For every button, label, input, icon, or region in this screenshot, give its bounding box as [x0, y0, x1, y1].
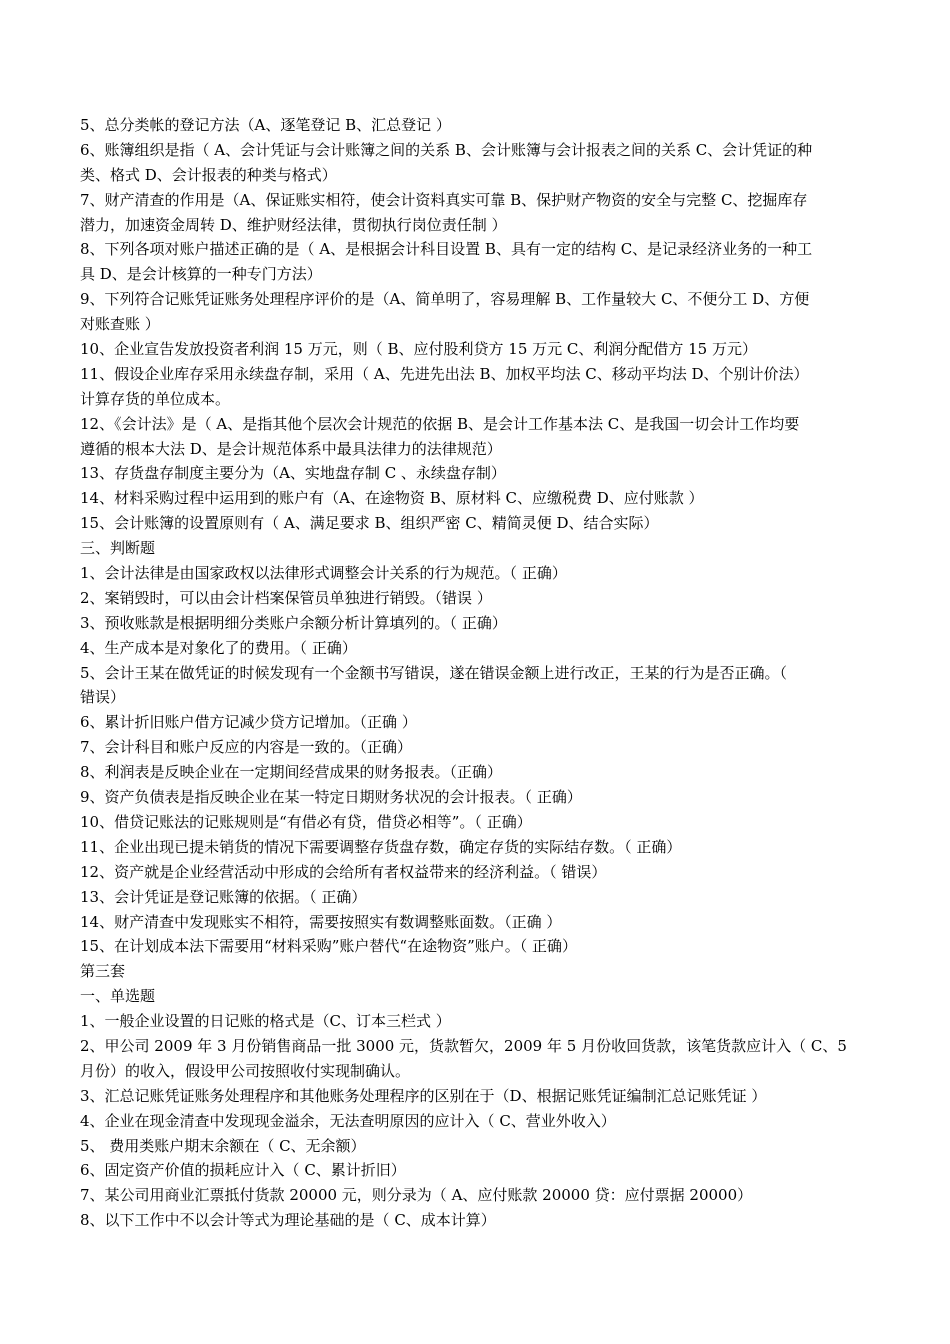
- text-line: 3、预收账款是根据明细分类账户余额分析计算填列的。（ 正确）: [80, 613, 507, 632]
- text-line: 10、企业宣告发放投资者利润 15 万元，则（ B、应付股利贷方 15 万元 C、利润分配借方 15 万元）: [80, 340, 757, 359]
- text-line: 2、甲公司 2009 年 3 月份销售商品一批 3000 元，货款暂欠，2009 年 5 月份收回货款，该笔货款应计入（ C、5: [80, 1036, 847, 1055]
- text-line: 14、财产清查中发现账实不相符，需要按照实有数调整账面数。（正确 ）: [80, 912, 562, 931]
- text-line: 月份）的收入，假设甲公司按照收付实现制确认。: [80, 1061, 411, 1080]
- text-line: 9、下列符合记账凭证账务处理程序评价的是（A、简单明了，容易理解 B、工作量较大 C、不便分工 D、方便: [80, 290, 810, 309]
- text-line: 错误）: [80, 688, 126, 707]
- text-line: 6、固定资产价值的损耗应计入（ C、累计折旧）: [80, 1161, 406, 1180]
- text-line: 12、《会计法》是（ A、是指其他个层次会计规范的依据 B、是会计工作基本法 C、是我国一切会计工作均要: [80, 414, 800, 433]
- section-heading: 三、判断题: [80, 539, 156, 558]
- text-line: 8、利润表是反映企业在一定期间经营成果的财务报表。（正确）: [80, 763, 503, 782]
- section-heading: 一、单选题: [80, 987, 156, 1006]
- text-line: 1、一般企业设置的日记账的格式是（C、订本三栏式 ）: [80, 1012, 451, 1031]
- text-line: 5、会计王某在做凭证的时候发现有一个金额书写错误，遂在错误金额上进行改正，王某的行为是否正确。（: [80, 663, 788, 682]
- document-page: [80, 113, 888, 1233]
- text-line: 具 D、是会计核算的一种专门方法）: [80, 265, 322, 284]
- text-line: 7、会计科目和账户反应的内容是一致的。（正确）: [80, 738, 413, 757]
- text-line: 7、财产清查的作用是（A、保证账实相符，使会计资料真实可靠 B、保护财产物资的安全与完整 C、挖掘库存: [80, 190, 808, 209]
- text-line: 计算存货的单位成本。: [80, 389, 231, 408]
- text-line: 5、总分类帐的登记方法（A、逐笔登记 B、汇总登记 ）: [80, 116, 451, 134]
- text-line: 1、会计法律是由国家政权以法律形式调整会计关系的行为规范。（ 正确）: [80, 564, 567, 583]
- text-line: 13、存货盘存制度主要分为（A、实地盘存制 C 、永续盘存制）: [80, 464, 506, 483]
- text-line: 类、格式 D、会计报表的种类与格式）: [80, 165, 337, 184]
- text-line: 10、借贷记账法的记账规则是“有借必有贷，借贷必相等”。（ 正确）: [80, 812, 532, 831]
- text-line: 对账查账 ）: [80, 315, 160, 334]
- text-line: 4、生产成本是对象化了的费用。（ 正确）: [80, 638, 357, 657]
- text-line: 9、资产负债表是指反映企业在某一特定日期财务状况的会计报表。（ 正确）: [80, 788, 582, 807]
- text-line: 2、案销毁时，可以由会计档案保管员单独进行销毁。（错误 ）: [80, 588, 492, 607]
- text-line: 潜力，加速资金周转 D、维护财经法律，贯彻执行岗位责任制 ）: [80, 215, 507, 234]
- text-line: 8、以下工作中不以会计等式为理论基础的是（ C、成本计算）: [80, 1211, 496, 1230]
- text-line: 3、汇总记账凭证账务处理程序和其他账务处理程序的区别在于（D、根据记账凭证编制汇总记账凭证 ）: [80, 1086, 767, 1105]
- text-line: 13、会计凭证是登记账簿的依据。（ 正确）: [80, 887, 367, 906]
- text-line: 6、累计折旧账户借方记减少贷方记增加。（正确 ）: [80, 713, 417, 732]
- text-line: 14、材料采购过程中运用到的账户有（A、在途物资 B、原材料 C、应缴税费 D、应付账款 ）: [80, 489, 704, 508]
- text-line: 5、 费用类账户期末余额在（ C、无余额）: [80, 1136, 366, 1155]
- text-line: 4、企业在现金清查中发现现金溢余，无法查明原因的应计入（ C、营业外收入）: [80, 1111, 616, 1130]
- text-line: 8、下列各项对账户描述正确的是（ A、是根据会计科目设置 B、具有一定的结构 C、是记录经济业务的一种工: [80, 240, 813, 259]
- text-line: 15、会计账簿的设置原则有（ A、满足要求 B、组织严密 C、精简灵便 D、结合实际）: [80, 514, 659, 533]
- text-line: 11、企业出现已提未销货的情况下需要调整存货盘存数，确定存货的实际结存数。（ 正确）: [80, 837, 682, 856]
- text-line: 11、假设企业库存采用永续盘存制，采用（ A、先进先出法 B、加权平均法 C、移动平均法 D、个别计价法）: [80, 364, 809, 383]
- text-line: 6、账簿组织是指（ A、会计凭证与会计账簿之间的关系 B、会计账簿与会计报表之间的关系 C、会计凭证的种: [80, 140, 813, 159]
- text-line: 12、资产就是企业经营活动中形成的会给所有者权益带来的经济利益。（ 错误）: [80, 862, 607, 881]
- set-heading: 第三套: [80, 962, 126, 981]
- text-line: 15、在计划成本法下需要用“材料采购”账户替代“在途物资”账户。（ 正确）: [80, 937, 578, 956]
- text-line: 遵循的根本大法 D、是会计规范体系中最具法律力的法律规范）: [80, 439, 502, 458]
- text-line: 7、某公司用商业汇票抵付货款 20000 元，则分录为（ A、应付账款 20000 贷：应付票据 20000）: [80, 1186, 753, 1205]
